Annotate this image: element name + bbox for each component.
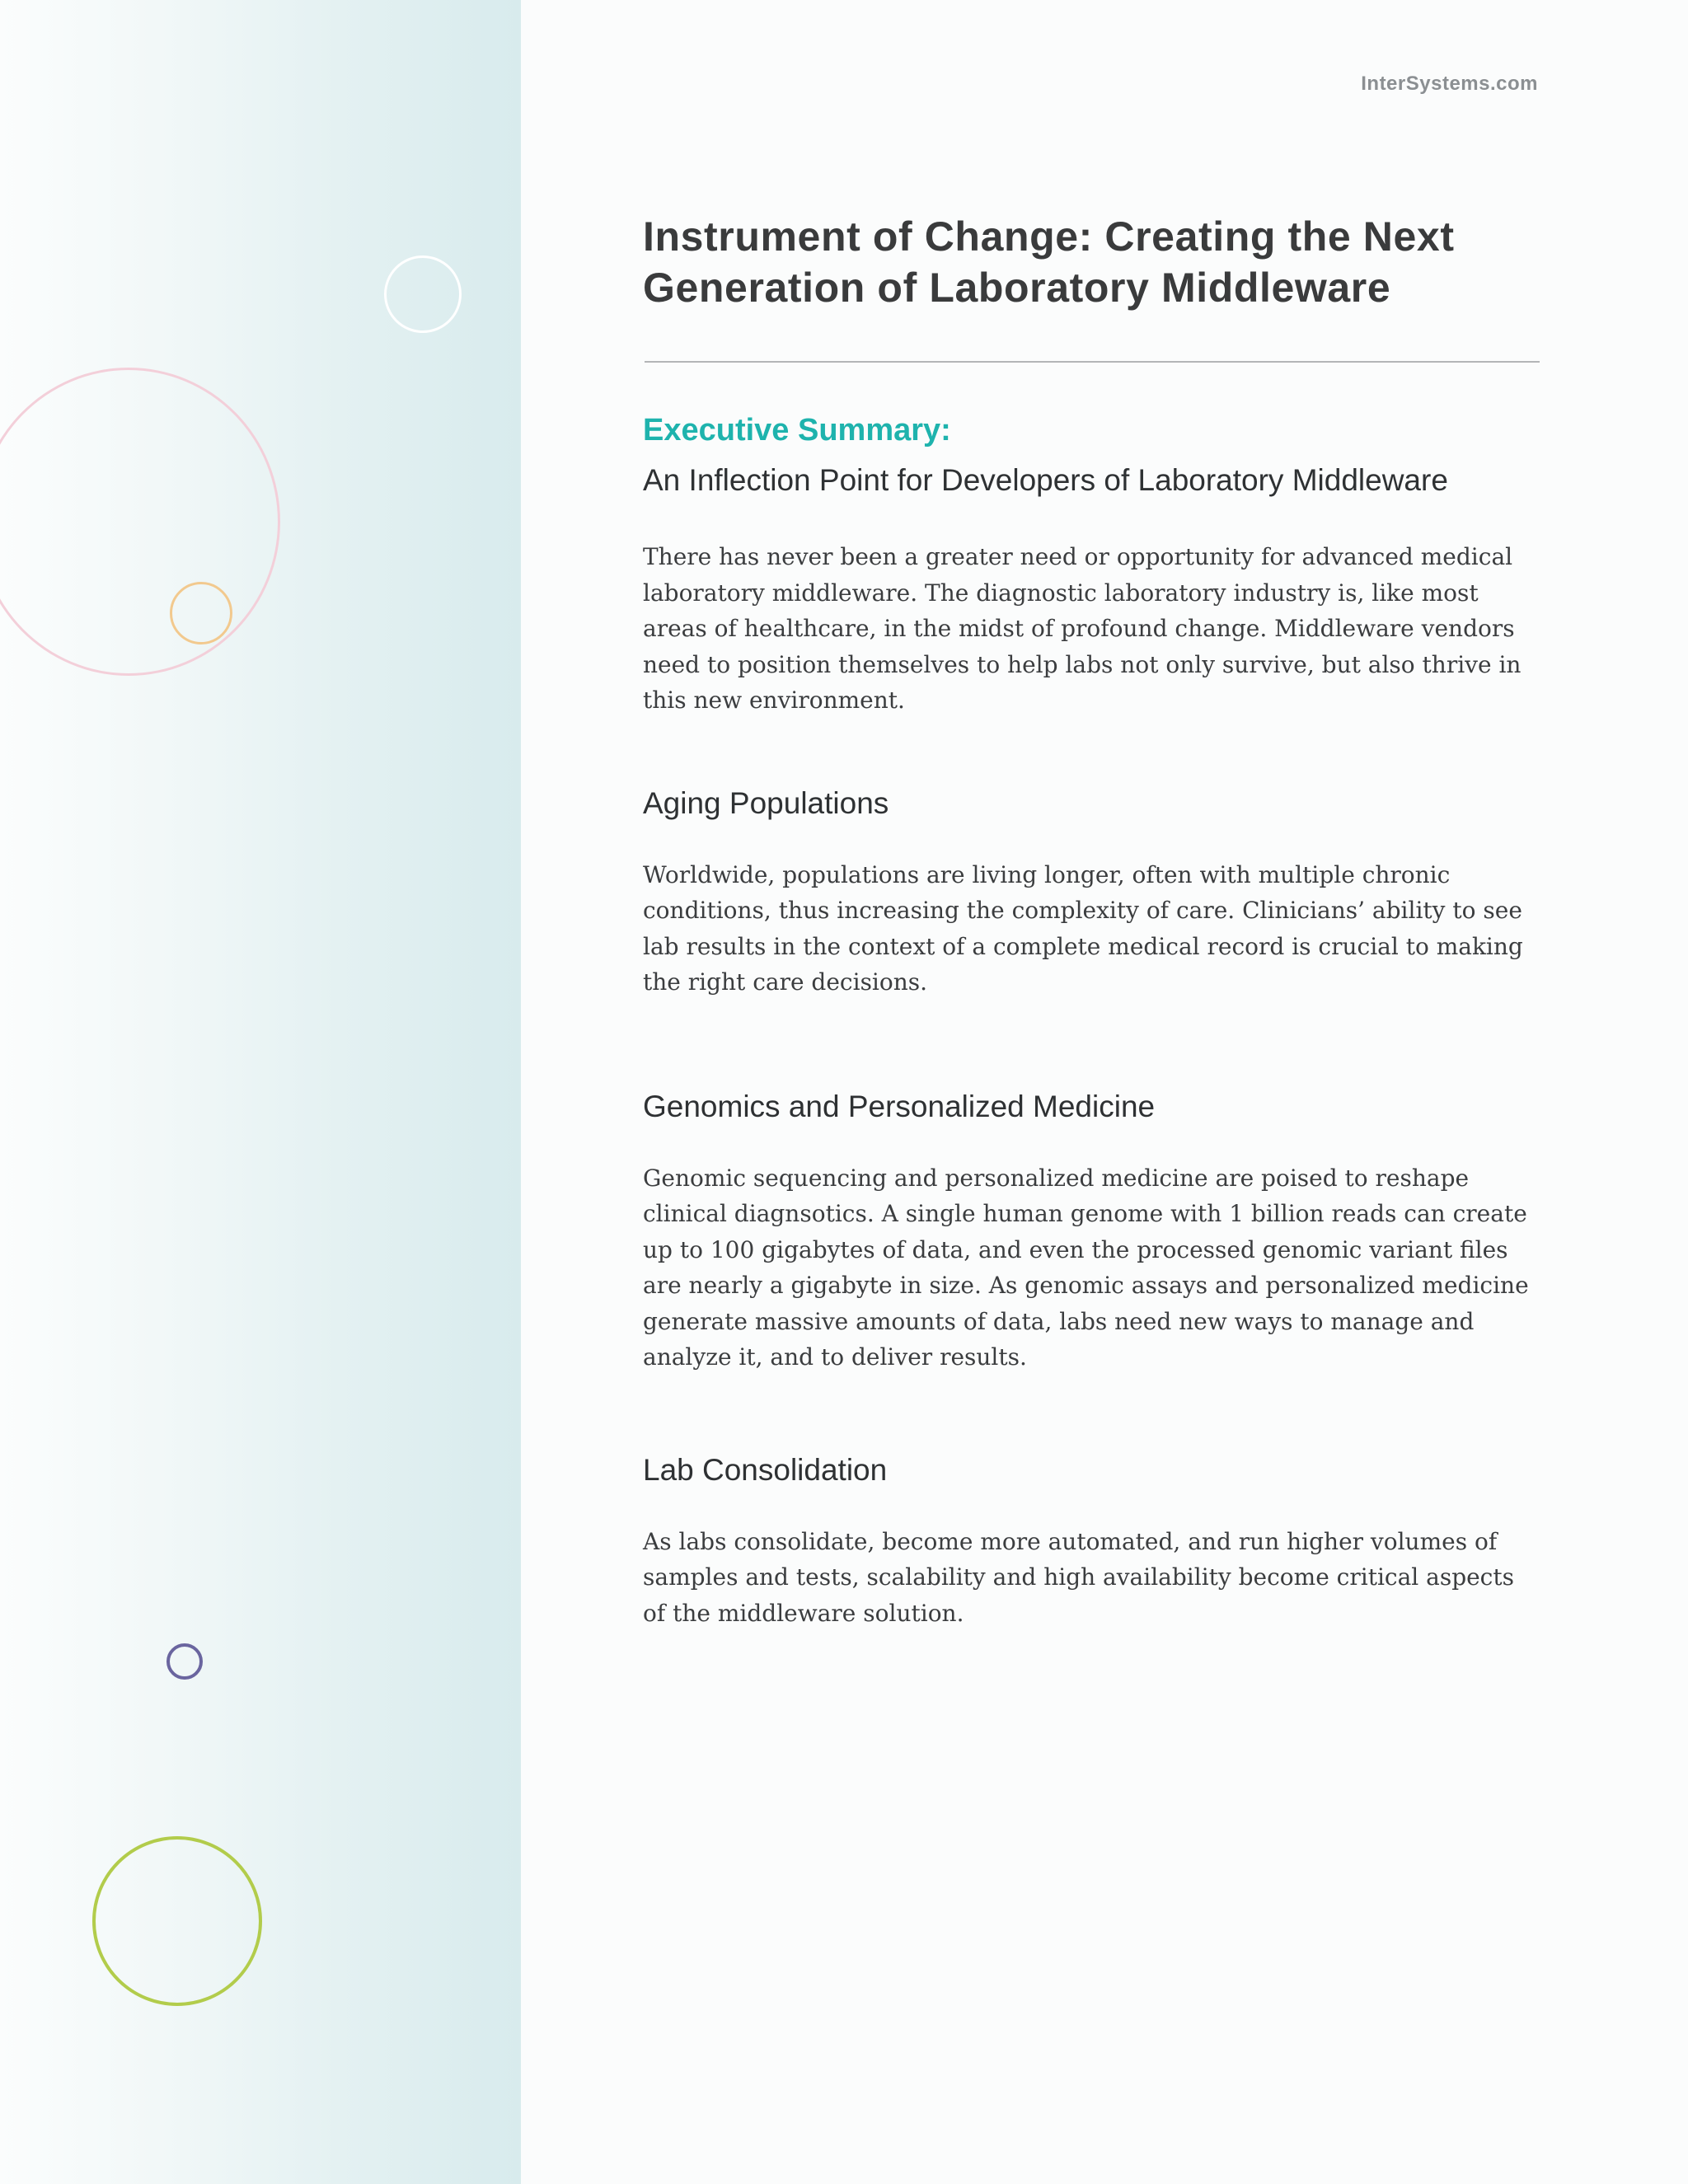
section-body-aging-populations: Worldwide, populations are living longer, often with multiple chronic conditions, thus increasing the complexity of care. Clinicians’ ability to see lab results in the context of a complete medical record is crucial to making the right care decisions.: [643, 860, 1523, 996]
section-body-lab-consolidation: As labs consolidate, become more automated, and run higher volumes of samples and tests, scalability and high availability become critical aspects of the middleware solution.: [643, 1527, 1514, 1627]
section-body-genomics: Genomic sequencing and personalized medicine are poised to reshape clinical diagnsotics. A single human genome with 1 billion reads can create up to 100 gigabytes of data, and even the processed genomic variant files are nearly a gigabyte in size. As genomic assays and personalized medicine generate massive amounts of data, labs need new ways to manage and analyze it, and to deliver results.: [643, 1164, 1529, 1371]
section-heading-aging-populations: Aging Populations: [643, 785, 889, 820]
document-title: Instrument of Change: Creating the Next Generation of Laboratory Middleware: [643, 213, 1455, 311]
green-circle-decoration: [92, 1836, 262, 2006]
purple-circle-decoration: [166, 1643, 203, 1680]
executive-summary-label: Executive Summary:: [643, 413, 951, 448]
document-body: [643, 211, 1541, 1631]
intro-paragraph: There has never been a greater need or opportunity for advanced medical laboratory middleware. The diagnostic laboratory industry is, like most areas of healthcare, in the midst of profound change. Middleware vendors need to position themselves to help labs not only survive, but also thrive in this new environment.: [643, 543, 1522, 714]
section-heading-lab-consolidation: Lab Consolidation: [643, 1452, 888, 1487]
site-url-link[interactable]: InterSystems.com: [1361, 73, 1538, 95]
decorative-sidebar: [0, 0, 521, 2184]
section-heading-genomics: Genomics and Personalized Medicine: [643, 1089, 1156, 1123]
pink-circle-decoration: [0, 368, 280, 676]
executive-summary-subtitle: An Inflection Point for Developers of Laboratory Middleware: [643, 463, 1448, 497]
white-circle-decoration: [384, 255, 462, 333]
orange-circle-decoration: [170, 582, 232, 644]
title-divider: [645, 361, 1540, 363]
